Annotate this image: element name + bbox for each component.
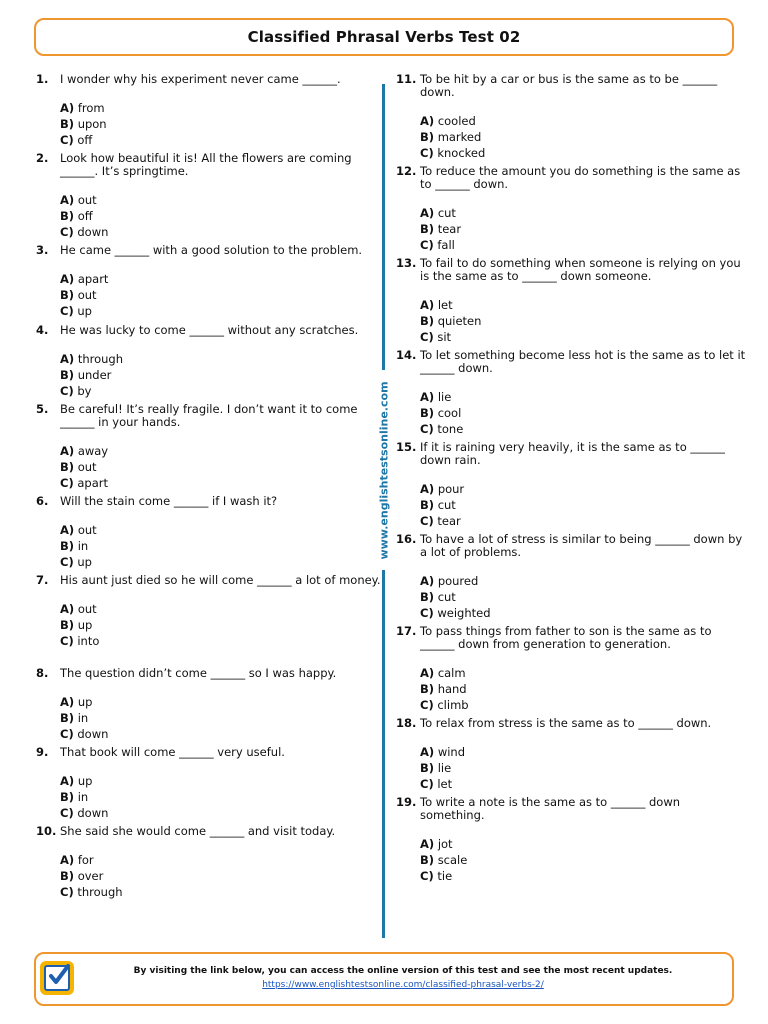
- option-text: jot: [437, 837, 453, 851]
- option-letter: A): [60, 444, 75, 458]
- answer-options: [60, 773, 386, 822]
- question-number: 7.: [36, 573, 49, 587]
- question-number: 4.: [36, 323, 49, 337]
- option-letter: C): [420, 238, 434, 253]
- answer-option: [420, 313, 746, 329]
- option-text: apart: [77, 272, 109, 286]
- answer-option: [420, 205, 746, 221]
- question-number: 15.: [396, 440, 417, 454]
- option-text: out: [77, 523, 97, 537]
- answer-options: [60, 443, 386, 492]
- answer-options: [420, 836, 746, 885]
- option-text: let: [437, 298, 453, 312]
- question-text: Be careful! It’s really fragile. I don’t want it to come ______ in your hands.: [60, 402, 358, 429]
- option-text: lie: [437, 390, 452, 404]
- question-text: He came ______ with a good solution to the problem.: [60, 243, 363, 257]
- answer-option: [60, 224, 386, 240]
- option-letter: C): [420, 869, 434, 884]
- question-item: [396, 717, 746, 793]
- option-text: hand: [437, 682, 467, 697]
- answer-option: [420, 760, 746, 776]
- option-text: cool: [437, 406, 462, 421]
- question-item: [396, 73, 746, 162]
- option-letter: C): [420, 330, 434, 345]
- option-letter: B): [420, 314, 435, 329]
- answer-option: [420, 868, 746, 884]
- option-text: tear: [437, 514, 461, 529]
- option-letter: A): [420, 206, 435, 220]
- question-item: [396, 165, 746, 254]
- answer-option: [60, 303, 386, 319]
- option-letter: B): [60, 869, 75, 884]
- answer-option: [420, 237, 746, 253]
- option-text: through: [77, 885, 123, 900]
- option-text: down: [77, 225, 109, 240]
- option-letter: C): [60, 806, 74, 821]
- answer-option: [420, 573, 746, 589]
- option-text: sit: [437, 330, 452, 345]
- option-text: in: [77, 711, 89, 726]
- answer-option: [60, 710, 386, 726]
- answer-option: [60, 868, 386, 884]
- option-letter: C): [420, 146, 434, 161]
- answer-option: [60, 287, 386, 303]
- question-item: [36, 574, 386, 650]
- option-letter: B): [60, 618, 75, 633]
- option-letter: C): [420, 422, 434, 437]
- option-text: lie: [437, 761, 452, 776]
- question-number: 3.: [36, 243, 49, 257]
- answer-options: [420, 665, 746, 714]
- answer-options: [420, 297, 746, 346]
- option-text: cooled: [437, 114, 476, 128]
- option-letter: C): [420, 777, 434, 792]
- answer-option: [420, 497, 746, 513]
- question-number: 9.: [36, 745, 49, 759]
- option-text: tie: [437, 869, 453, 884]
- answer-options: [60, 852, 386, 901]
- option-letter: B): [60, 539, 75, 554]
- answer-option: [420, 421, 746, 437]
- question-number: 13.: [396, 256, 417, 270]
- option-letter: B): [420, 130, 435, 145]
- question-text: To relax from stress is the same as to ______ down.: [420, 716, 712, 730]
- option-letter: C): [60, 133, 74, 148]
- option-text: into: [77, 634, 100, 649]
- title-box: [34, 18, 734, 56]
- option-letter: A): [420, 837, 435, 851]
- question-number: 12.: [396, 164, 417, 178]
- option-text: weighted: [437, 606, 491, 621]
- option-letter: A): [420, 574, 435, 588]
- answer-options: [60, 192, 386, 241]
- answer-options: [420, 205, 746, 254]
- option-letter: B): [420, 406, 435, 421]
- site-label-wrap: [373, 370, 395, 570]
- question-number: 16.: [396, 532, 417, 546]
- option-letter: C): [60, 885, 74, 900]
- option-letter: B): [60, 790, 75, 805]
- answer-option: [60, 208, 386, 224]
- option-text: let: [437, 777, 453, 792]
- answer-option: [60, 271, 386, 287]
- question-number: 10.: [36, 824, 57, 838]
- question-text: He was lucky to come ______ without any scratches.: [60, 323, 359, 337]
- option-letter: A): [60, 602, 75, 616]
- question-text: To let something become less hot is the same as to let it ______ down.: [420, 348, 746, 375]
- answer-option: [60, 100, 386, 116]
- option-text: apart: [77, 476, 108, 491]
- answer-option: [420, 329, 746, 345]
- footer-text: By visiting the link below, you can access the online version of this test and see the most recent updates.: [133, 966, 673, 976]
- option-letter: A): [60, 352, 75, 366]
- answer-option: [420, 389, 746, 405]
- answer-options: [420, 573, 746, 622]
- answer-option: [420, 665, 746, 681]
- answer-option: [420, 852, 746, 868]
- option-letter: B): [420, 222, 435, 237]
- option-text: up: [77, 304, 92, 319]
- option-letter: C): [60, 476, 74, 491]
- question-item: [396, 796, 746, 885]
- option-letter: C): [60, 384, 74, 399]
- option-letter: B): [420, 853, 435, 868]
- option-letter: A): [420, 666, 435, 680]
- question-text: I wonder why his experiment never came ______.: [60, 72, 341, 86]
- question-item: [396, 257, 746, 346]
- site-label: www.englishtestsonline.com: [377, 380, 391, 560]
- option-letter: C): [420, 606, 434, 621]
- option-text: under: [77, 368, 112, 383]
- option-text: through: [77, 352, 123, 366]
- option-text: wind: [437, 745, 466, 759]
- answer-option: [420, 129, 746, 145]
- question-text: His aunt just died so he will come ______ a lot of money.: [60, 573, 381, 587]
- answer-option: [60, 351, 386, 367]
- option-text: down: [77, 806, 109, 821]
- answer-options: [60, 601, 386, 650]
- option-text: marked: [437, 130, 482, 145]
- option-text: cut: [437, 590, 456, 605]
- answer-option: [60, 459, 386, 475]
- question-item: [36, 403, 386, 492]
- option-text: for: [77, 853, 94, 867]
- answer-options: [60, 522, 386, 571]
- question-number: 19.: [396, 795, 417, 809]
- answer-options: [420, 113, 746, 162]
- option-text: poured: [437, 574, 479, 588]
- option-text: in: [77, 790, 89, 805]
- checkbox-logo-icon: [40, 961, 74, 995]
- answer-option: [60, 805, 386, 821]
- option-letter: A): [60, 853, 75, 867]
- answer-option: [420, 776, 746, 792]
- answer-option: [60, 773, 386, 789]
- answer-option: [420, 481, 746, 497]
- option-text: cut: [437, 498, 456, 513]
- option-text: out: [77, 460, 97, 475]
- footer-box: [34, 952, 734, 1006]
- answer-option: [420, 605, 746, 621]
- option-letter: B): [60, 460, 75, 475]
- answer-options: [420, 389, 746, 438]
- answer-option: [60, 601, 386, 617]
- answer-option: [60, 383, 386, 399]
- question-item: [396, 533, 746, 622]
- question-number: 18.: [396, 716, 417, 730]
- question-number: 6.: [36, 494, 49, 508]
- answer-option: [420, 681, 746, 697]
- question-text: She said she would come ______ and visit today.: [60, 824, 336, 838]
- question-text: To be hit by a car or bus is the same as to be ______ down.: [420, 72, 718, 99]
- answer-option: [60, 617, 386, 633]
- option-text: climb: [437, 698, 469, 713]
- answer-option: [420, 589, 746, 605]
- answer-option: [420, 297, 746, 313]
- option-letter: A): [60, 523, 75, 537]
- option-text: tone: [437, 422, 464, 437]
- question-item: [36, 244, 386, 320]
- question-text: To pass things from father to son is the same as to ______ down from generation to generation.: [420, 624, 712, 651]
- answer-option: [420, 405, 746, 421]
- question-number: 14.: [396, 348, 417, 362]
- option-text: upon: [77, 117, 107, 132]
- question-number: 2.: [36, 151, 49, 165]
- answer-option: [60, 726, 386, 742]
- answer-option: [420, 145, 746, 161]
- question-item: [36, 324, 386, 400]
- option-text: over: [77, 869, 104, 884]
- question-item: [36, 825, 386, 901]
- option-letter: A): [420, 745, 435, 759]
- option-text: cut: [437, 206, 456, 220]
- page-title: Classified Phrasal Verbs Test 02: [247, 28, 521, 46]
- option-letter: B): [420, 761, 435, 776]
- option-text: off: [77, 133, 93, 148]
- option-letter: A): [420, 114, 435, 128]
- option-letter: C): [60, 727, 74, 742]
- question-number: 17.: [396, 624, 417, 638]
- answer-option: [60, 116, 386, 132]
- question-text: To write a note is the same as to ______ down something.: [420, 795, 681, 822]
- option-text: up: [77, 695, 93, 709]
- option-text: up: [77, 774, 93, 788]
- option-letter: A): [60, 695, 75, 709]
- option-letter: C): [420, 514, 434, 529]
- answer-option: [60, 884, 386, 900]
- option-letter: B): [420, 498, 435, 513]
- option-text: pour: [437, 482, 465, 496]
- option-letter: C): [60, 555, 74, 570]
- question-item: [396, 349, 746, 438]
- question-item: [36, 667, 386, 743]
- question-item: [36, 495, 386, 571]
- option-text: by: [77, 384, 92, 399]
- answer-option: [60, 443, 386, 459]
- question-text: To have a lot of stress is similar to being ______ down by a lot of problems.: [420, 532, 743, 559]
- option-text: in: [77, 539, 89, 554]
- answer-options: [420, 481, 746, 530]
- question-number: 1.: [36, 72, 49, 86]
- option-letter: B): [60, 209, 75, 224]
- option-text: fall: [437, 238, 455, 253]
- option-letter: C): [60, 304, 74, 319]
- question-number: 8.: [36, 666, 49, 680]
- answer-option: [60, 633, 386, 649]
- question-text: The question didn’t come ______ so I was happy.: [60, 666, 337, 680]
- question-text: To reduce the amount you do something is the same as to ______ down.: [420, 164, 741, 191]
- option-text: out: [77, 288, 97, 303]
- answer-option: [420, 697, 746, 713]
- question-number: 11.: [396, 72, 417, 86]
- option-letter: A): [420, 482, 435, 496]
- option-letter: B): [420, 590, 435, 605]
- answer-options: [60, 694, 386, 743]
- option-text: calm: [437, 666, 466, 680]
- answer-options: [60, 271, 386, 320]
- answer-options: [60, 351, 386, 400]
- answer-option: [420, 836, 746, 852]
- option-text: from: [77, 101, 105, 115]
- answer-option: [420, 221, 746, 237]
- answer-option: [60, 475, 386, 491]
- question-item: [36, 152, 386, 241]
- answer-options: [420, 744, 746, 793]
- option-letter: C): [60, 634, 74, 649]
- option-text: tear: [437, 222, 462, 237]
- option-text: out: [77, 602, 97, 616]
- answer-option: [60, 538, 386, 554]
- footer-link[interactable]: https://www.englishtestsonline.com/classified-phrasal-verbs-2/: [262, 980, 544, 990]
- answer-option: [420, 113, 746, 129]
- question-item: [396, 441, 746, 530]
- question-number: 5.: [36, 402, 49, 416]
- option-text: scale: [437, 853, 468, 868]
- question-text: To fail to do something when someone is relying on you is the same as to ______ down someone.: [420, 256, 741, 283]
- option-letter: B): [420, 682, 435, 697]
- option-letter: C): [60, 225, 74, 240]
- option-text: knocked: [437, 146, 486, 161]
- answer-options: [60, 100, 386, 149]
- option-letter: A): [60, 193, 75, 207]
- option-text: out: [77, 193, 97, 207]
- answer-option: [60, 132, 386, 148]
- option-letter: C): [420, 698, 434, 713]
- answer-option: [60, 192, 386, 208]
- question-item: [36, 73, 386, 149]
- option-letter: B): [60, 117, 75, 132]
- option-text: away: [77, 444, 109, 458]
- answer-option: [60, 789, 386, 805]
- answer-option: [60, 694, 386, 710]
- option-letter: A): [60, 101, 75, 115]
- answer-option: [60, 852, 386, 868]
- option-text: quieten: [437, 314, 482, 329]
- option-text: up: [77, 555, 92, 570]
- answer-option: [420, 513, 746, 529]
- option-letter: B): [60, 711, 75, 726]
- answer-option: [60, 367, 386, 383]
- answer-option: [60, 522, 386, 538]
- question-text: Will the stain come ______ if I wash it?: [60, 494, 278, 508]
- question-text: That book will come ______ very useful.: [60, 745, 285, 759]
- answer-option: [60, 554, 386, 570]
- question-item: [36, 746, 386, 822]
- option-text: down: [77, 727, 109, 742]
- option-letter: A): [420, 298, 435, 312]
- option-letter: A): [420, 390, 435, 404]
- option-letter: B): [60, 368, 75, 383]
- option-text: off: [77, 209, 93, 224]
- question-text: Look how beautiful it is! All the flowers are coming ______. It’s springtime.: [60, 151, 352, 178]
- option-text: up: [77, 618, 93, 633]
- question-item: [396, 625, 746, 714]
- option-letter: A): [60, 774, 75, 788]
- answer-option: [420, 744, 746, 760]
- option-letter: B): [60, 288, 75, 303]
- question-text: If it is raining very heavily, it is the same as to ______ down rain.: [420, 440, 725, 467]
- option-letter: A): [60, 272, 75, 286]
